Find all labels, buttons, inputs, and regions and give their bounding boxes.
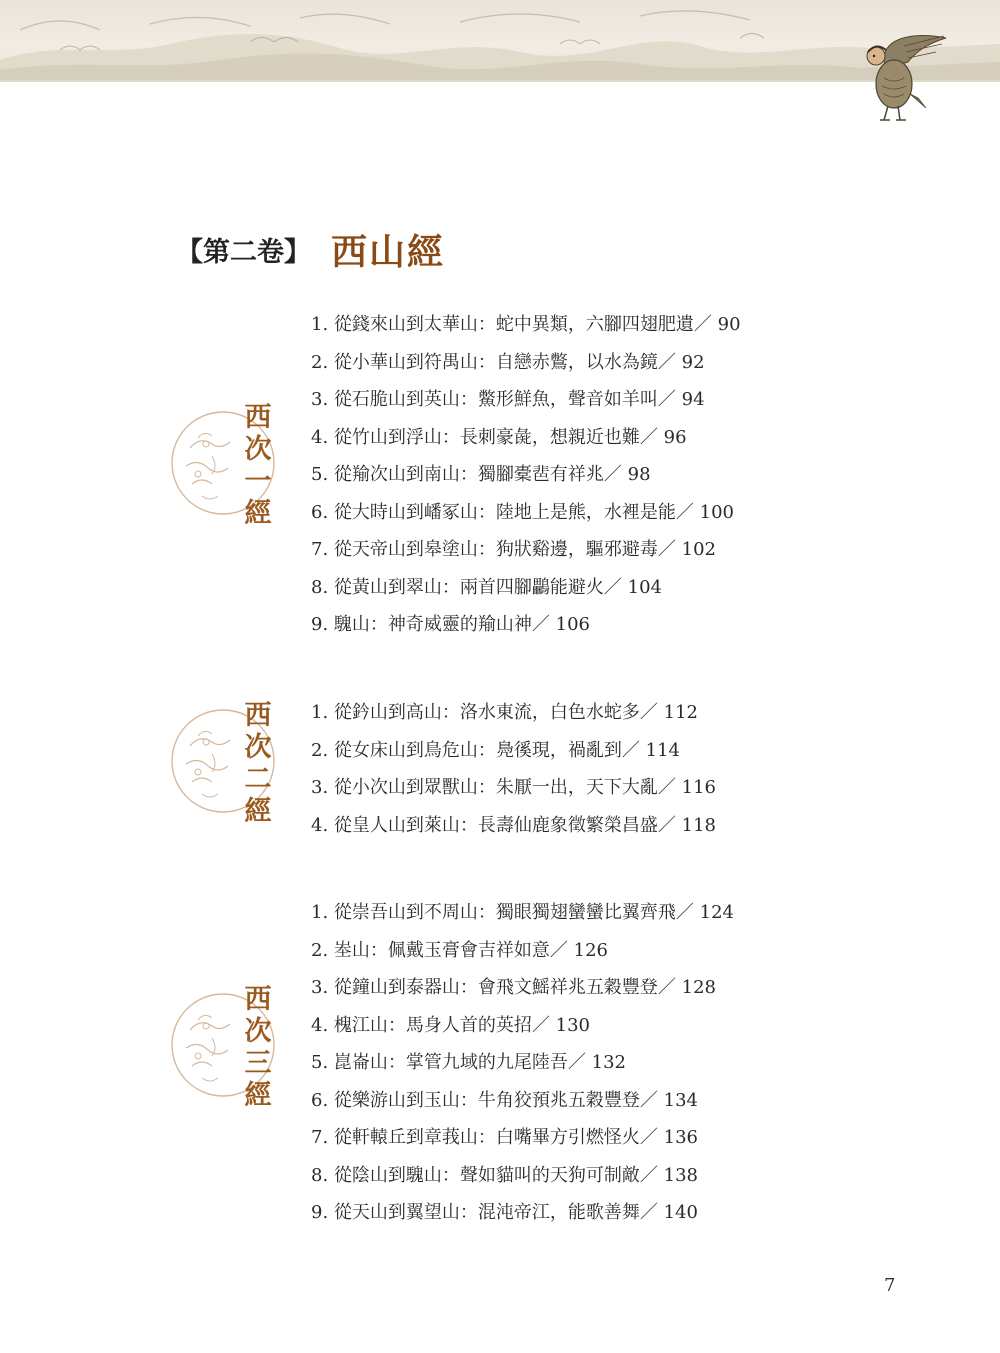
section-seal xyxy=(168,700,276,826)
toc-entry[interactable]: 4. 槐江山：馬身人首的英招／ 130 xyxy=(311,1014,590,1036)
section-seal xyxy=(168,402,276,528)
seal-char: 一 xyxy=(244,466,272,497)
seal-char: 經 xyxy=(244,498,272,529)
human-faced-bird-icon xyxy=(846,22,952,128)
section-seal-label xyxy=(240,402,276,530)
toc-entry[interactable]: 8. 從陰山到騩山：聲如貓叫的天狗可制敵／ 138 xyxy=(311,1164,698,1186)
seal-char: 次 xyxy=(244,732,272,763)
toc-entry[interactable]: 6. 從大時山到嶓冢山：陸地上是熊，水裡是能／ 100 xyxy=(311,501,734,523)
volume-title xyxy=(176,224,445,274)
toc-entry[interactable]: 2. 峚山：佩戴玉膏會吉祥如意／ 126 xyxy=(311,939,608,961)
toc-entry[interactable]: 9. 騩山：神奇威靈的羭山神／ 106 xyxy=(311,614,590,635)
toc-list xyxy=(311,894,734,1232)
toc-list xyxy=(311,694,716,844)
seal-char: 經 xyxy=(244,796,272,827)
toc-entry[interactable]: 7. 從天帝山到皋塗山：狗狀谿邊，驅邪避毒／ 102 xyxy=(311,539,716,560)
toc-entry[interactable]: 1. 從錢來山到太華山：蛇中異類，六腳四翅肥遺／ 90 xyxy=(311,314,741,335)
seal-char: 次 xyxy=(244,1016,272,1047)
toc-entry[interactable]: 2. 從小華山到符禺山：自戀赤鷩，以水為鏡／ 92 xyxy=(311,351,705,373)
toc-entry[interactable]: 3. 從鐘山到泰器山：會飛文鰩祥兆五穀豐登／ 128 xyxy=(311,977,716,998)
toc-entry[interactable]: 6. 從樂游山到玉山：牛角狡預兆五穀豐登／ 134 xyxy=(311,1089,698,1111)
toc-entry[interactable]: 3. 從石脆山到英山：鱉形鮮魚，聲音如羊叫／ 94 xyxy=(311,389,705,410)
seal-char: 西 xyxy=(244,402,272,433)
seal-char: 經 xyxy=(244,1080,272,1111)
page-number: 7 xyxy=(884,1275,896,1296)
volume-name: 西山經 xyxy=(331,230,446,273)
toc-entry[interactable]: 4. 從竹山到浮山：長刺豪彘，想親近也難／ 96 xyxy=(311,426,687,448)
section-seal-label xyxy=(240,700,276,828)
seal-char: 次 xyxy=(244,434,272,465)
toc-entry[interactable]: 1. 從崇吾山到不周山：獨眼獨翅蠻蠻比翼齊飛／ 124 xyxy=(311,902,734,923)
volume-label: 【第二卷】 xyxy=(176,236,311,268)
toc-entry[interactable]: 2. 從女床山到鳥危山：鳧徯現，禍亂到／ 114 xyxy=(311,739,680,761)
section-seal xyxy=(168,984,276,1110)
section-seal-label xyxy=(240,984,276,1112)
toc-entry[interactable]: 5. 從羭次山到南山：獨腳橐𩇯有祥兆／ 98 xyxy=(311,464,651,485)
seal-char: 二 xyxy=(244,764,272,795)
toc-entry[interactable]: 8. 從黃山到翠山：兩首四腳鸓能避火／ 104 xyxy=(311,576,662,598)
seal-char: 西 xyxy=(244,700,272,731)
toc-entry[interactable]: 5. 崑崙山：掌管九域的九尾陸吾／ 132 xyxy=(311,1052,626,1073)
toc-entry[interactable]: 1. 從鈐山到高山：洛水東流，白色水蛇多／ 112 xyxy=(311,702,698,723)
toc-entry[interactable]: 3. 從小次山到眾獸山：朱厭一出，天下大亂／ 116 xyxy=(311,777,716,798)
seal-char: 西 xyxy=(244,984,272,1015)
seal-char: 三 xyxy=(244,1048,272,1079)
toc-entry[interactable]: 9. 從天山到翼望山：混沌帝江，能歌善舞／ 140 xyxy=(311,1202,698,1223)
toc-list xyxy=(311,306,741,644)
toc-entry[interactable]: 7. 從軒轅丘到章莪山：白嘴畢方引燃怪火／ 136 xyxy=(311,1127,698,1148)
toc-entry[interactable]: 4. 從皇人山到萊山：長壽仙鹿象徵繁榮昌盛／ 118 xyxy=(311,814,716,836)
